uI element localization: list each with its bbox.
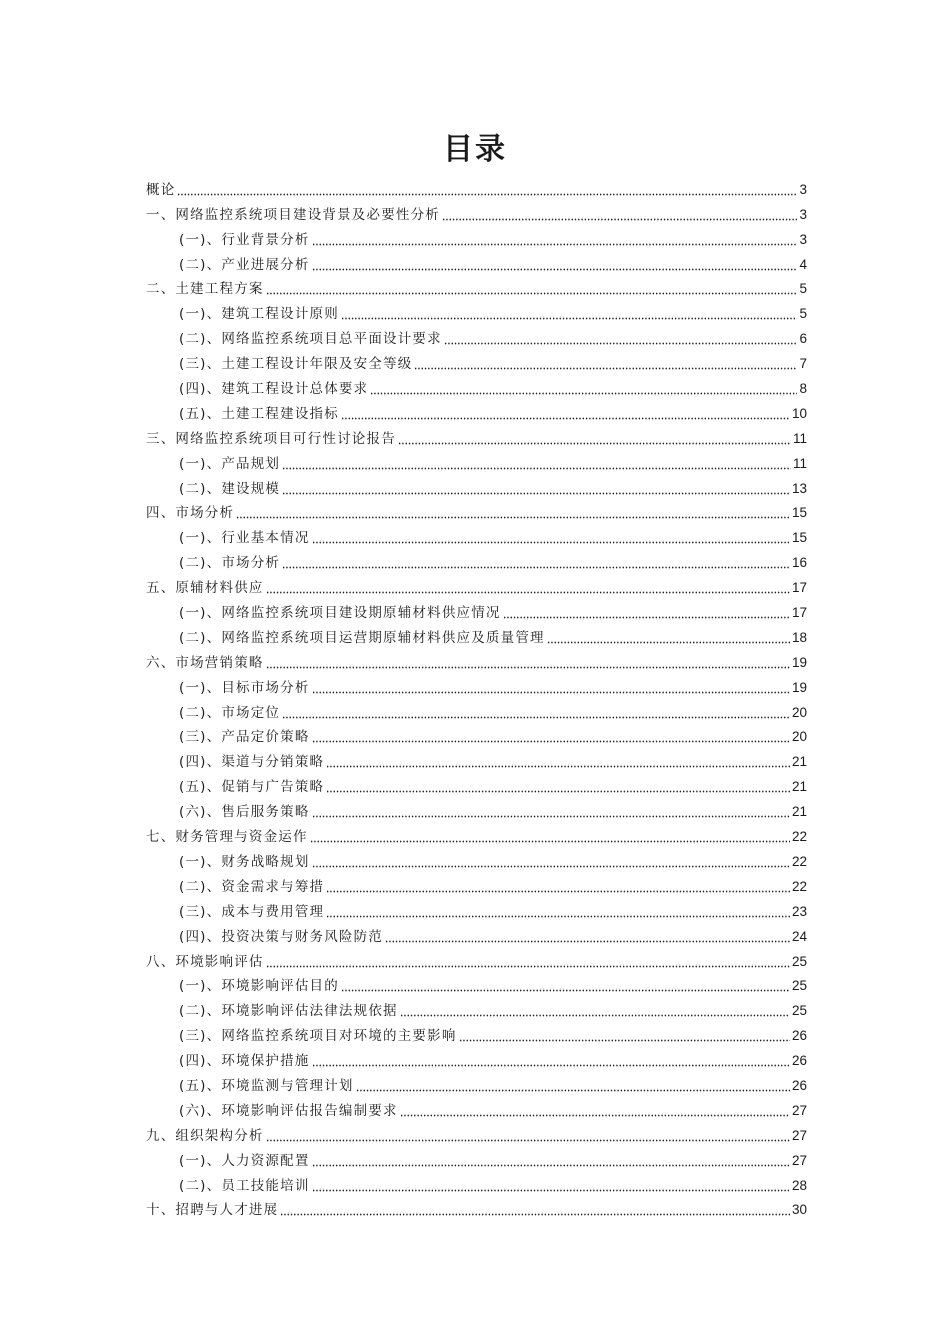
dot-leader bbox=[312, 234, 798, 246]
toc-entry-label: 十、招聘与人才进展 bbox=[146, 1202, 279, 1219]
toc-page-number: 21 bbox=[791, 754, 807, 770]
toc-entry-label: (五)、促销与广告策略 bbox=[179, 779, 325, 796]
toc-page-number: 13 bbox=[791, 480, 807, 496]
toc-page-number: 6 bbox=[799, 331, 807, 347]
dot-leader bbox=[459, 1030, 790, 1042]
toc-subentry[interactable] bbox=[146, 249, 807, 274]
dot-leader bbox=[312, 259, 798, 271]
toc-entry-label: (一)、网络监控系统项目建设期原辅材料供应情况 bbox=[179, 605, 501, 622]
toc-page-number: 5 bbox=[799, 306, 807, 322]
toc-subentry[interactable] bbox=[146, 298, 807, 323]
dot-leader bbox=[266, 1130, 790, 1142]
toc-page-number: 10 bbox=[791, 405, 807, 421]
toc-entry-label: (四)、环境保护措施 bbox=[179, 1053, 310, 1070]
toc-subentry[interactable] bbox=[146, 771, 807, 796]
toc-entry-label: 三、网络监控系统项目可行性讨论报告 bbox=[146, 430, 396, 447]
toc-subentry[interactable] bbox=[146, 921, 807, 946]
dot-leader bbox=[266, 657, 790, 669]
toc-page-number: 18 bbox=[791, 629, 807, 645]
toc-subentry[interactable] bbox=[146, 1095, 807, 1120]
dot-leader bbox=[398, 433, 791, 445]
dot-leader bbox=[266, 283, 798, 295]
dot-leader bbox=[503, 607, 790, 619]
dot-leader bbox=[444, 333, 798, 345]
toc-entry-label: (二)、市场定位 bbox=[179, 704, 281, 721]
toc-page-number: 27 bbox=[791, 1152, 807, 1168]
dot-leader bbox=[326, 781, 790, 793]
dot-leader bbox=[177, 184, 797, 196]
dot-leader bbox=[356, 1080, 790, 1092]
toc-entry-label: 六、市场营销策略 bbox=[146, 654, 264, 671]
toc-entry-label: (二)、网络监控系统项目总平面设计要求 bbox=[179, 331, 442, 348]
toc-subentry[interactable] bbox=[146, 1170, 807, 1195]
toc-subentry[interactable] bbox=[146, 622, 807, 647]
dot-leader bbox=[280, 1204, 790, 1216]
toc-page-number: 11 bbox=[792, 455, 807, 471]
toc-page-number: 21 bbox=[791, 804, 807, 820]
toc-entry-label: (一)、财务战略规划 bbox=[179, 853, 310, 870]
toc-entry[interactable] bbox=[146, 1120, 807, 1145]
toc-page-number: 21 bbox=[791, 779, 807, 795]
dot-leader bbox=[312, 806, 790, 818]
toc-page-number: 4 bbox=[799, 256, 807, 272]
toc-entry-label: 二、土建工程方案 bbox=[146, 281, 264, 298]
toc-subentry[interactable] bbox=[146, 224, 807, 249]
toc-page-number: 26 bbox=[791, 1077, 807, 1093]
toc-entry-label: (六)、售后服务策略 bbox=[179, 804, 310, 821]
toc-page-number: 8 bbox=[799, 381, 807, 397]
toc-subentry[interactable] bbox=[146, 746, 807, 771]
toc-page-number: 3 bbox=[799, 231, 807, 247]
toc-page-number: 7 bbox=[799, 356, 807, 372]
dot-leader bbox=[266, 956, 790, 968]
toc-entry[interactable] bbox=[146, 199, 807, 224]
toc-page-number: 25 bbox=[791, 978, 807, 994]
toc-subentry[interactable] bbox=[146, 323, 807, 348]
dot-leader bbox=[312, 1155, 790, 1167]
toc-entry-label: 五、原辅材料供应 bbox=[146, 580, 264, 597]
dot-leader bbox=[312, 1180, 790, 1192]
dot-leader bbox=[266, 582, 790, 594]
dot-leader bbox=[312, 856, 790, 868]
toc-page-number: 23 bbox=[791, 903, 807, 919]
toc-subentry[interactable] bbox=[146, 995, 807, 1020]
toc-entry-label: (三)、网络监控系统项目对环境的主要影响 bbox=[179, 1028, 457, 1045]
toc-entry-label: (四)、投资决策与财务风险防范 bbox=[179, 928, 384, 945]
dot-leader bbox=[312, 731, 790, 743]
toc-page-number: 28 bbox=[791, 1177, 807, 1193]
toc-subentry[interactable] bbox=[146, 871, 807, 896]
dot-leader bbox=[310, 831, 790, 843]
toc-page-number: 19 bbox=[791, 654, 807, 670]
toc-subentry[interactable] bbox=[146, 672, 807, 697]
dot-leader bbox=[282, 483, 790, 495]
toc-entry-label: 九、组织架构分析 bbox=[146, 1127, 264, 1144]
toc-subentry[interactable] bbox=[146, 522, 807, 547]
dot-leader bbox=[326, 756, 790, 768]
toc-page-number: 24 bbox=[791, 928, 807, 944]
toc-entry-label: (二)、建设规模 bbox=[179, 480, 281, 497]
toc-entry[interactable] bbox=[146, 498, 807, 523]
toc-entry-label: (一)、人力资源配置 bbox=[179, 1152, 310, 1169]
toc-page-number: 17 bbox=[791, 580, 807, 596]
dot-leader bbox=[341, 980, 790, 992]
toc-page-number: 19 bbox=[791, 679, 807, 695]
toc-entry-label: (一)、建筑工程设计原则 bbox=[179, 306, 339, 323]
dot-leader bbox=[282, 707, 790, 719]
toc-page-number: 22 bbox=[791, 829, 807, 845]
toc-page-number: 30 bbox=[791, 1202, 807, 1218]
toc-page-number: 3 bbox=[799, 206, 807, 222]
toc-entry[interactable] bbox=[146, 174, 807, 199]
toc-page-number: 11 bbox=[792, 430, 807, 446]
dot-leader bbox=[400, 1005, 790, 1017]
toc-subentry[interactable] bbox=[146, 796, 807, 821]
toc-subentry[interactable] bbox=[146, 722, 807, 747]
toc-entry-label: 四、市场分析 bbox=[146, 505, 235, 522]
toc-entry-label: (四)、建筑工程设计总体要求 bbox=[179, 381, 369, 398]
dot-leader bbox=[282, 458, 791, 470]
toc-entry-label: (二)、员工技能培训 bbox=[179, 1177, 310, 1194]
dot-leader bbox=[370, 383, 797, 395]
toc-entry[interactable] bbox=[146, 946, 807, 971]
toc-entry-label: (二)、资金需求与筹措 bbox=[179, 878, 325, 895]
toc-subentry[interactable] bbox=[146, 1070, 807, 1095]
toc-page-number: 17 bbox=[791, 605, 807, 621]
toc-entry-label: 七、财务管理与资金运作 bbox=[146, 829, 308, 846]
toc-page-number: 25 bbox=[791, 1003, 807, 1019]
toc-entry-label: 概论 bbox=[146, 181, 176, 198]
toc-page-number: 27 bbox=[791, 1102, 807, 1118]
toc-page-number: 26 bbox=[791, 1053, 807, 1069]
toc-entry-label: (三)、产品定价策略 bbox=[179, 729, 310, 746]
dot-leader bbox=[312, 532, 790, 544]
toc-entry[interactable] bbox=[146, 423, 807, 448]
toc-subentry[interactable] bbox=[146, 348, 807, 373]
toc-entry-label: (五)、环境监测与管理计划 bbox=[179, 1077, 354, 1094]
toc-page-number: 20 bbox=[791, 704, 807, 720]
toc-page-number: 27 bbox=[791, 1127, 807, 1143]
toc-entry-label: (二)、产业进展分析 bbox=[179, 256, 310, 273]
toc-page-number: 15 bbox=[791, 505, 807, 521]
dot-leader bbox=[326, 906, 790, 918]
toc-entry-label: (三)、成本与费用管理 bbox=[179, 903, 325, 920]
toc-entry-label: (二)、网络监控系统项目运营期原辅材料供应及质量管理 bbox=[179, 629, 545, 646]
toc-subentry[interactable] bbox=[146, 1045, 807, 1070]
toc-page-number: 22 bbox=[791, 853, 807, 869]
dot-leader bbox=[282, 557, 790, 569]
toc-page-number: 20 bbox=[791, 729, 807, 745]
dot-leader bbox=[326, 881, 790, 893]
toc-entry-label: (五)、土建工程建设指标 bbox=[179, 405, 339, 422]
toc-subentry[interactable] bbox=[146, 547, 807, 572]
table-of-contents bbox=[146, 174, 807, 1219]
toc-subentry[interactable] bbox=[146, 597, 807, 622]
toc-entry-label: (一)、目标市场分析 bbox=[179, 679, 310, 696]
toc-page-number: 3 bbox=[799, 181, 807, 197]
toc-entry-label: (二)、环境影响评估法律法规依据 bbox=[179, 1003, 398, 1020]
toc-subentry[interactable] bbox=[146, 846, 807, 871]
toc-entry-label: (一)、环境影响评估目的 bbox=[179, 978, 339, 995]
toc-page-number: 16 bbox=[791, 555, 807, 571]
toc-entry[interactable] bbox=[146, 274, 807, 299]
toc-entry-label: 一、网络监控系统项目建设背景及必要性分析 bbox=[146, 206, 440, 223]
toc-entry[interactable] bbox=[146, 821, 807, 846]
toc-entry-label: (一)、产品规划 bbox=[179, 455, 281, 472]
toc-subentry[interactable] bbox=[146, 398, 807, 423]
toc-entry-label: 八、环境影响评估 bbox=[146, 953, 264, 970]
dot-leader bbox=[414, 358, 797, 370]
toc-entry-label: (一)、行业背景分析 bbox=[179, 231, 310, 248]
toc-entry-label: (六)、环境影响评估报告编制要求 bbox=[179, 1102, 398, 1119]
page-title: 目录 bbox=[443, 132, 507, 167]
dot-leader bbox=[547, 632, 790, 644]
toc-page-number: 22 bbox=[791, 878, 807, 894]
toc-entry[interactable] bbox=[146, 572, 807, 597]
toc-entry-label: (四)、渠道与分销策略 bbox=[179, 754, 325, 771]
dot-leader bbox=[341, 408, 790, 420]
toc-subentry[interactable] bbox=[146, 448, 807, 473]
toc-subentry[interactable] bbox=[146, 473, 807, 498]
dot-leader bbox=[312, 1055, 790, 1067]
toc-subentry[interactable] bbox=[146, 1020, 807, 1045]
dot-leader bbox=[341, 308, 798, 320]
toc-page-number: 15 bbox=[791, 530, 807, 546]
toc-entry-label: (一)、行业基本情况 bbox=[179, 530, 310, 547]
toc-page-number: 26 bbox=[791, 1028, 807, 1044]
toc-entry-label: (三)、土建工程设计年限及安全等级 bbox=[179, 356, 413, 373]
toc-subentry[interactable] bbox=[146, 373, 807, 398]
toc-subentry[interactable] bbox=[146, 697, 807, 722]
toc-subentry[interactable] bbox=[146, 971, 807, 996]
toc-entry-label: (二)、市场分析 bbox=[179, 555, 281, 572]
toc-page-number: 5 bbox=[799, 281, 807, 297]
dot-leader bbox=[236, 507, 790, 519]
dot-leader bbox=[312, 682, 790, 694]
toc-subentry[interactable] bbox=[146, 896, 807, 921]
toc-entry[interactable] bbox=[146, 647, 807, 672]
toc-page-number: 25 bbox=[791, 953, 807, 969]
dot-leader bbox=[400, 1105, 790, 1117]
dot-leader bbox=[442, 209, 797, 221]
toc-entry[interactable] bbox=[146, 1195, 807, 1220]
dot-leader bbox=[385, 931, 790, 943]
toc-subentry[interactable] bbox=[146, 1145, 807, 1170]
